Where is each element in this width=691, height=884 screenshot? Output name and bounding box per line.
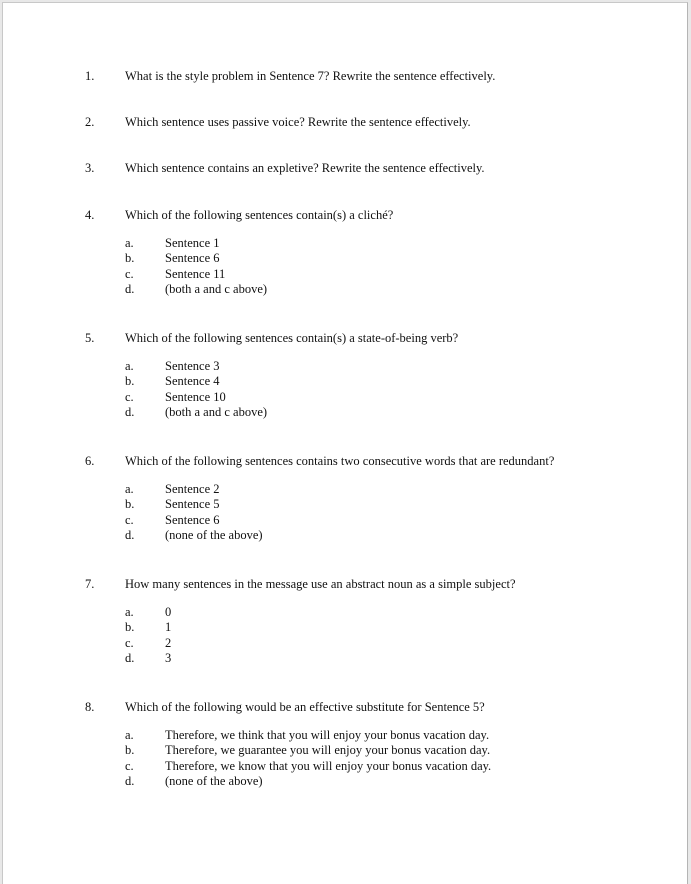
option-d (3, 405, 687, 420)
option-text: (none of the above) (165, 528, 263, 543)
question-number: 5. (85, 331, 95, 345)
question-number: 7. (85, 577, 95, 591)
question-3 (3, 160, 687, 176)
option-letter: b. (125, 743, 135, 758)
question-2 (3, 114, 687, 130)
option-text: 3 (165, 651, 172, 666)
question-6 (3, 453, 687, 544)
option-a (3, 359, 687, 374)
option-c (3, 267, 687, 282)
option-a (3, 728, 687, 743)
option-letter: c. (125, 512, 134, 527)
option-letter: c. (125, 389, 134, 404)
option-list (3, 236, 687, 298)
option-letter: b. (125, 251, 135, 266)
option-list (3, 482, 687, 544)
option-d (3, 651, 687, 666)
option-a (3, 605, 687, 620)
option-letter: b. (125, 374, 135, 389)
question-4 (3, 207, 687, 298)
question-text: Which sentence uses passive voice? Rewrite the sentence effectively. (125, 115, 471, 129)
option-text: 1 (165, 620, 172, 635)
option-a (3, 482, 687, 497)
option-c (3, 636, 687, 651)
question-text: Which of the following sentences contains two consecutive words that are redundant? (125, 454, 555, 468)
option-list (3, 359, 687, 421)
option-text: 0 (165, 605, 172, 619)
option-letter: d. (125, 405, 135, 420)
option-text: Therefore, we know that you will enjoy your bonus vacation day. (165, 758, 492, 773)
option-b (3, 743, 687, 758)
option-text: Sentence 4 (165, 374, 220, 389)
option-letter: d. (125, 282, 135, 297)
question-text: Which of the following sentences contain(s) a state-of-being verb? (125, 331, 459, 345)
question-7 (3, 576, 687, 667)
question-number: 1. (85, 69, 95, 83)
option-letter: c. (125, 635, 134, 650)
option-text: (both a and c above) (165, 405, 268, 420)
option-b (3, 620, 687, 635)
question-text: Which of the following would be an effective substitute for Sentence 5? (125, 700, 485, 714)
option-list (3, 605, 687, 667)
question-text: How many sentences in the message use an abstract noun as a simple subject? (125, 577, 516, 591)
option-text: Sentence 3 (165, 359, 220, 373)
option-letter: c. (125, 266, 134, 281)
question-number: 3. (85, 161, 95, 175)
option-c (3, 513, 687, 528)
question-1 (3, 68, 687, 84)
question-number: 8. (85, 700, 95, 714)
option-b (3, 497, 687, 512)
option-d (3, 774, 687, 789)
option-text: (none of the above) (165, 774, 263, 789)
option-letter: d. (125, 528, 135, 543)
option-text: Sentence 10 (165, 389, 226, 404)
option-text: Sentence 6 (165, 512, 220, 527)
option-letter: a. (125, 605, 134, 619)
option-letter: a. (125, 728, 134, 742)
question-5 (3, 330, 687, 421)
option-letter: a. (125, 236, 134, 250)
option-text: Therefore, we guarantee you will enjoy your bonus vacation day. (165, 743, 491, 758)
option-c (3, 759, 687, 774)
question-number: 6. (85, 454, 95, 468)
option-text: Sentence 2 (165, 482, 220, 496)
option-b (3, 374, 687, 389)
document-page (2, 2, 688, 884)
option-text: Sentence 1 (165, 236, 220, 250)
question-text: What is the style problem in Sentence 7? Rewrite the sentence effectively. (125, 69, 496, 83)
option-text: Therefore, we think that you will enjoy your bonus vacation day. (165, 728, 490, 742)
option-letter: b. (125, 620, 135, 635)
question-text: Which sentence contains an expletive? Rewrite the sentence effectively. (125, 161, 485, 175)
option-text: Sentence 5 (165, 497, 220, 512)
option-list (3, 728, 687, 790)
option-c (3, 390, 687, 405)
option-letter: a. (125, 359, 134, 373)
question-8 (3, 699, 687, 790)
question-number: 2. (85, 115, 95, 129)
option-d (3, 528, 687, 543)
option-text: Sentence 6 (165, 251, 220, 266)
option-letter: d. (125, 774, 135, 789)
option-text: (both a and c above) (165, 282, 268, 297)
option-text: 2 (165, 635, 172, 650)
option-b (3, 251, 687, 266)
question-text: Which of the following sentences contain(s) a cliché? (125, 208, 394, 222)
option-letter: c. (125, 758, 134, 773)
option-d (3, 282, 687, 297)
option-letter: a. (125, 482, 134, 496)
option-text: Sentence 11 (165, 266, 226, 281)
question-number: 4. (85, 208, 95, 222)
option-letter: b. (125, 497, 135, 512)
option-a (3, 236, 687, 251)
option-letter: d. (125, 651, 135, 666)
